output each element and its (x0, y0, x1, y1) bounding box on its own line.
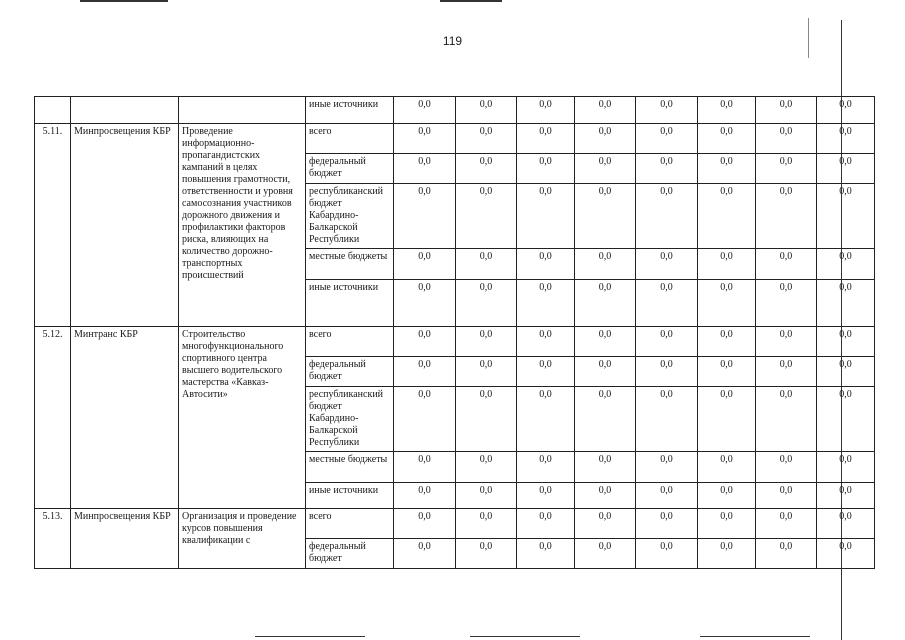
value-cell: 0,0 (698, 97, 756, 124)
value-cell: 0,0 (698, 387, 756, 452)
value-cell: 0,0 (636, 539, 698, 569)
value-cell: 0,0 (636, 387, 698, 452)
budget-table-body (35, 97, 875, 569)
table-row (35, 509, 875, 539)
value-cell: 0,0 (394, 249, 456, 280)
value-cell: 0,0 (636, 184, 698, 249)
value-cell: 0,0 (394, 327, 456, 357)
value-cell: 0,0 (456, 387, 517, 452)
value-cell: 0,0 (636, 249, 698, 280)
funding-source-cell: местные бюджеты (306, 452, 394, 483)
value-cell: 0,0 (698, 249, 756, 280)
value-cell: 0,0 (517, 452, 575, 483)
value-cell: 0,0 (575, 357, 636, 387)
value-cell: 0,0 (698, 357, 756, 387)
funding-source-cell: республиканский бюджет Кабардино-Балкарской Республики (306, 184, 394, 249)
value-cell: 0,0 (756, 97, 817, 124)
value-cell: 0,0 (394, 387, 456, 452)
value-cell: 0,0 (456, 97, 517, 124)
funding-source-cell: иные источники (306, 97, 394, 124)
funding-source-cell: всего (306, 327, 394, 357)
funding-source-cell: республиканский бюджет Кабардино-Балкарской Республики (306, 387, 394, 452)
value-cell: 0,0 (756, 184, 817, 249)
value-cell: 0,0 (456, 124, 517, 154)
page-number: 119 (442, 34, 463, 48)
value-cell: 0,0 (394, 97, 456, 124)
row-number-cell: 5.11. (35, 124, 71, 327)
value-cell: 0,0 (698, 184, 756, 249)
value-cell: 0,0 (575, 483, 636, 509)
value-cell: 0,0 (636, 124, 698, 154)
value-cell: 0,0 (394, 124, 456, 154)
value-cell: 0,0 (636, 483, 698, 509)
value-cell: 0,0 (817, 249, 875, 280)
value-cell: 0,0 (636, 357, 698, 387)
value-cell: 0,0 (575, 154, 636, 184)
value-cell: 0,0 (575, 539, 636, 569)
value-cell: 0,0 (698, 452, 756, 483)
activity-cell (179, 97, 306, 124)
value-cell: 0,0 (517, 124, 575, 154)
value-cell: 0,0 (817, 154, 875, 184)
scan-artifact-bottom-2 (470, 636, 580, 637)
value-cell: 0,0 (575, 249, 636, 280)
value-cell: 0,0 (394, 509, 456, 539)
value-cell: 0,0 (756, 357, 817, 387)
value-cell: 0,0 (756, 509, 817, 539)
table-row (35, 327, 875, 357)
value-cell: 0,0 (517, 249, 575, 280)
value-cell: 0,0 (456, 327, 517, 357)
funding-source-cell: федеральный бюджет (306, 357, 394, 387)
row-number-cell: 5.13. (35, 509, 71, 569)
value-cell: 0,0 (575, 97, 636, 124)
value-cell: 0,0 (636, 280, 698, 327)
value-cell: 0,0 (456, 154, 517, 184)
value-cell: 0,0 (698, 483, 756, 509)
value-cell: 0,0 (817, 357, 875, 387)
value-cell: 0,0 (817, 387, 875, 452)
value-cell: 0,0 (817, 97, 875, 124)
scan-artifact-bottom-1 (255, 636, 365, 637)
funding-source-cell: иные источники (306, 280, 394, 327)
value-cell: 0,0 (575, 452, 636, 483)
value-cell: 0,0 (756, 124, 817, 154)
value-cell: 0,0 (575, 509, 636, 539)
value-cell: 0,0 (394, 280, 456, 327)
value-cell: 0,0 (756, 539, 817, 569)
value-cell: 0,0 (756, 327, 817, 357)
value-cell: 0,0 (394, 154, 456, 184)
value-cell: 0,0 (517, 97, 575, 124)
funding-source-cell: местные бюджеты (306, 249, 394, 280)
value-cell: 0,0 (817, 452, 875, 483)
value-cell: 0,0 (817, 539, 875, 569)
value-cell: 0,0 (817, 124, 875, 154)
value-cell: 0,0 (636, 154, 698, 184)
value-cell: 0,0 (517, 154, 575, 184)
funding-source-cell: всего (306, 509, 394, 539)
scan-artifact-top-left (80, 0, 168, 2)
executor-cell: Минпросвещения КБР (71, 124, 179, 327)
value-cell: 0,0 (456, 483, 517, 509)
value-cell: 0,0 (756, 483, 817, 509)
value-cell: 0,0 (817, 184, 875, 249)
value-cell: 0,0 (575, 387, 636, 452)
value-cell: 0,0 (517, 327, 575, 357)
value-cell: 0,0 (517, 357, 575, 387)
funding-source-cell: иные источники (306, 483, 394, 509)
funding-source-cell: федеральный бюджет (306, 539, 394, 569)
value-cell: 0,0 (698, 124, 756, 154)
value-cell: 0,0 (394, 184, 456, 249)
value-cell: 0,0 (636, 509, 698, 539)
value-cell: 0,0 (456, 509, 517, 539)
value-cell: 0,0 (575, 327, 636, 357)
value-cell: 0,0 (517, 483, 575, 509)
value-cell: 0,0 (698, 539, 756, 569)
value-cell: 0,0 (456, 280, 517, 327)
executor-cell: Минтранс КБР (71, 327, 179, 509)
executor-cell: Минпросвещения КБР (71, 509, 179, 569)
value-cell: 0,0 (756, 280, 817, 327)
value-cell: 0,0 (394, 452, 456, 483)
value-cell: 0,0 (456, 539, 517, 569)
table-row-top (35, 97, 875, 124)
value-cell: 0,0 (456, 184, 517, 249)
value-cell: 0,0 (636, 97, 698, 124)
scan-artifact-top-center (440, 0, 502, 2)
value-cell: 0,0 (636, 327, 698, 357)
funding-source-cell: всего (306, 124, 394, 154)
value-cell: 0,0 (756, 154, 817, 184)
value-cell: 0,0 (517, 184, 575, 249)
activity-cell: Проведение информационно-пропагандистских кампаний в целях повышения грамотности, ответственности и уровня самосознания участников дорожного движения и профилактики факторов риска, влияющих на количество дорожно-транспортных происшествий (179, 124, 306, 327)
value-cell: 0,0 (456, 452, 517, 483)
value-cell: 0,0 (394, 357, 456, 387)
value-cell: 0,0 (575, 184, 636, 249)
value-cell: 0,0 (636, 452, 698, 483)
funding-source-cell: федеральный бюджет (306, 154, 394, 184)
table-row (35, 124, 875, 154)
scan-artifact-bottom-3 (700, 636, 810, 637)
executor-cell (71, 97, 179, 124)
budget-table (34, 96, 875, 569)
activity-cell: Организация и проведение курсов повышения квалификации с (179, 509, 306, 569)
value-cell: 0,0 (817, 509, 875, 539)
value-cell: 0,0 (817, 327, 875, 357)
row-number-cell (35, 97, 71, 124)
value-cell: 0,0 (575, 280, 636, 327)
value-cell: 0,0 (517, 509, 575, 539)
value-cell: 0,0 (575, 124, 636, 154)
value-cell: 0,0 (517, 539, 575, 569)
row-number-cell: 5.12. (35, 327, 71, 509)
value-cell: 0,0 (817, 280, 875, 327)
value-cell: 0,0 (517, 280, 575, 327)
value-cell: 0,0 (756, 249, 817, 280)
value-cell: 0,0 (756, 387, 817, 452)
value-cell: 0,0 (394, 483, 456, 509)
value-cell: 0,0 (517, 387, 575, 452)
value-cell: 0,0 (456, 249, 517, 280)
value-cell: 0,0 (698, 154, 756, 184)
value-cell: 0,0 (698, 327, 756, 357)
value-cell: 0,0 (817, 483, 875, 509)
value-cell: 0,0 (756, 452, 817, 483)
value-cell: 0,0 (394, 539, 456, 569)
value-cell: 0,0 (456, 357, 517, 387)
value-cell: 0,0 (698, 280, 756, 327)
value-cell: 0,0 (698, 509, 756, 539)
activity-cell: Строительство многофункционального спортивного центра высшего водительского мастерства «Кавказ-Автосити» (179, 327, 306, 509)
